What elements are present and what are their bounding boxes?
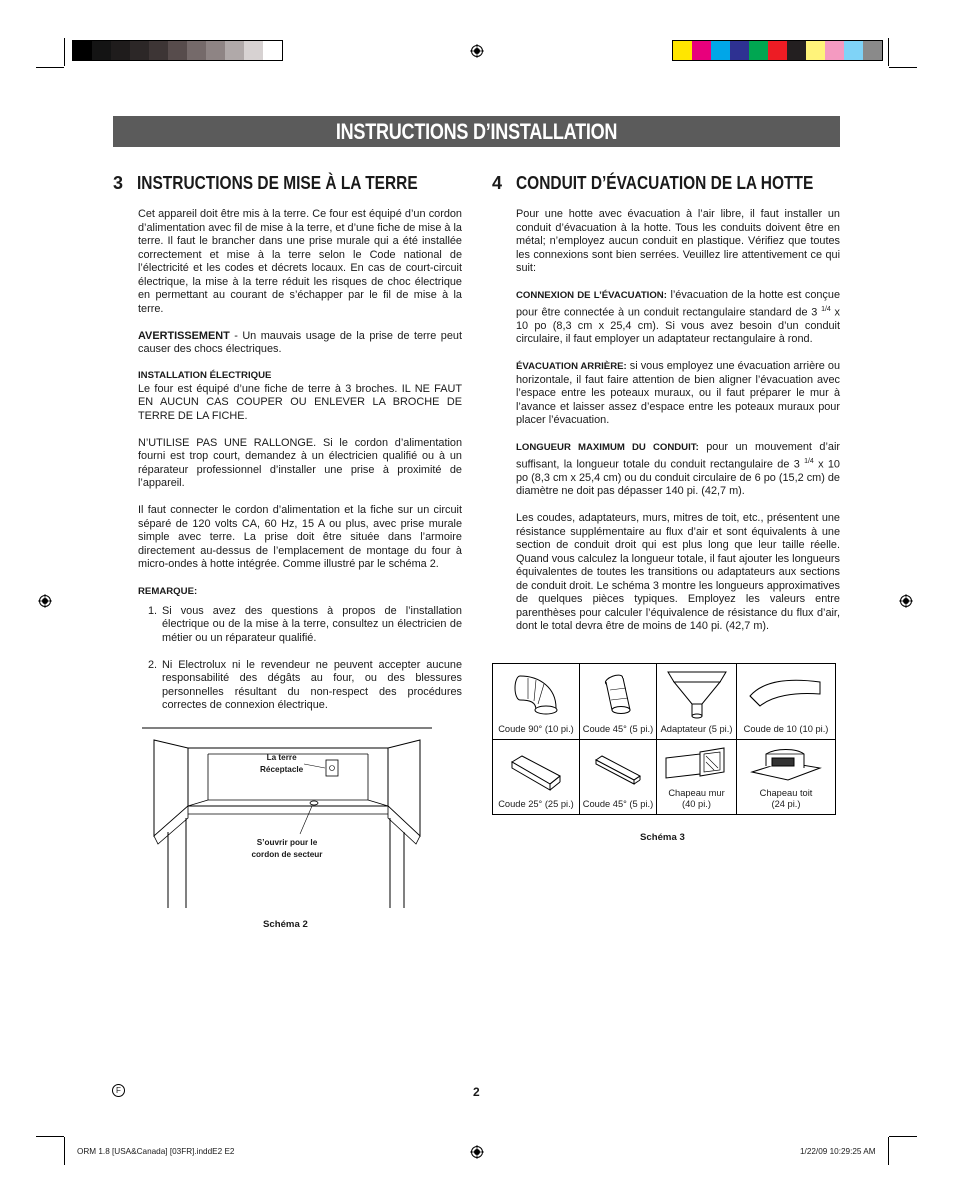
label-line: (24 pi.) [771,799,801,809]
page-number: 2 [473,1085,480,1099]
color-swatch [168,41,187,60]
warning-text: - Un mauvais usage de la prise de terre peut causer des chocs électriques. [138,329,462,355]
duct-fittings-table [492,663,836,815]
color-swatch [730,41,749,60]
duct-label [737,788,835,810]
roof-cap-icon [748,744,824,784]
section-4-heading [492,173,862,194]
text: pour un mouvement d’air suffisant, la longueur totale du conduit rectangulaire de 3 [516,441,840,471]
color-swatch [111,41,130,60]
adapter-icon [664,668,730,724]
label-line: (40 pi.) [682,799,711,809]
duct-cell [737,664,835,739]
label-line: Réceptacle [260,765,304,774]
round-elbow-45-icon [598,670,638,720]
footer-datetime: 1/22/09 10:29:25 AM [800,1147,876,1156]
list-number: 2. [148,658,158,671]
color-swatch [92,41,111,60]
text: x 10 po (8,3 cm x 25,4 cm) ou du conduit circulaire de 6 po (15,2 cm) de diamètre ne doit pas dépasser 140 pi. (42,7 m). [516,458,840,498]
inline-label: LONGUEUR MAXIMUM DU CONDUIT: [516,442,699,454]
figure-caption: Schéma 2 [263,919,308,930]
fraction: 1/4 [804,457,814,465]
language-mark: F [112,1084,125,1097]
inline-label: CONNEXION DE L’ÉVACUATION: [516,290,667,301]
duct-label: Coude 45° (5 pi.) [582,724,654,734]
notes-list [138,605,462,713]
duct-cell [737,740,835,814]
color-swatch [263,41,282,60]
registration-mark-icon [899,594,913,608]
label-line: S’ouvrir pour le [256,838,318,847]
section-number: 4 [492,173,503,193]
color-swatch [149,41,168,60]
gray-color-bar [72,40,283,61]
color-swatch [73,41,92,60]
rect-elbow-icon [746,674,826,714]
section-3-body [138,208,462,726]
duct-label: Adaptateur (5 pi.) [660,724,733,734]
text: si vous employez une évacuation arrière ou horizontale, il faut faire attention de bien aligner l’évacuation avec l’espace entre les poteaux muraux, ou il faut préparer le mur à l’avance et laisser assez d’espace entre les poteaux muraux pour placer l’évacuation. [516,360,841,427]
diagram-label [245,837,329,861]
registration-mark-icon [470,1145,484,1159]
table-row [493,664,835,739]
duct-label [657,788,736,810]
label-line: La terre [266,753,297,762]
list-item [138,605,462,646]
paragraph [516,441,840,499]
duct-cell [580,740,657,814]
color-swatch [768,41,787,60]
list-text: Si vous avez des questions à propos de l’installation électrique ou de la mise à la terre, consultez un électricien de métier ou un réparateur qualifié. [162,604,462,644]
duct-cell [657,740,737,814]
paragraph: N’UTILISE PAS UNE RALLONGE. Si le cordon d’alimentation fourni est trop court, demandez à un électricien qualifié ou à un réparateur professionnel d’installer une prise à proximité de l’appareil. [138,436,462,489]
diagram-label [260,752,303,776]
color-swatch [749,41,768,60]
duct-cell [493,664,580,739]
paragraph: Cet appareil doit être mis à la terre. Ce four est équipé d’un cordon d’alimentation avec fil de mise à la terre, et d’une fiche de mise à la terre. Il faut le brancher dans une prise murale qui a été installée correctement et mise à la terre selon le Code national de l’électricité et les codes et décrets locaux. En cas de court-circuit électrique, la mise à la terre réduit les risques de choc électrique en permettant au courant de s’échapper par le fil de mise à la terre. [138,208,462,315]
duct-label: Coude 90° (10 pi.) [498,724,574,734]
paragraph: Le four est équipé d’une fiche de terre à 3 broches. IL NE FAUT EN AUCUN CAS COUPER OU ENLEVER LA BROCHE DE TERRE DE LA FICHE. [138,382,462,422]
paragraph: Les coudes, adaptateurs, murs, mitres de toit, etc., présentent une résistance supplémentaire au flux d’air et sont équivalents à une section de conduit droit qui est plus long que leur taille réelle. Quand vous calculez la longueur totale, il faut ajouter les longueurs équivalentes de toutes les transitions ou adaptateurs aux sections de conduit droit. Le schéma 3 montre les longueurs approximatives de quelques pièces typiques. Employez les valeurs entre parenthèses pour calculer l’équivalence de résistance du flux d’air, dont le total devra être de moins de 140 pi. (42,7 m). [516,512,840,633]
crop-mark [64,1137,65,1165]
color-swatch [825,41,844,60]
inline-label: ÉVACUATION ARRIÈRE: [516,361,627,373]
section-number: 3 [113,173,124,193]
color-swatch [844,41,863,60]
paragraph [516,360,840,428]
text: l’évacuation de la hotte est conçue pour être connectée à un conduit rectangulaire standard de 3 [516,289,840,319]
duct-cell [657,664,737,739]
crop-mark [888,1137,889,1165]
duct-label: Coude de 10 (10 pi.) [743,724,829,734]
table-row [493,739,835,814]
color-swatch [806,41,825,60]
subheading: INSTALLATION ÉLECTRIQUE [138,370,272,381]
duct-label: Coude 25° (25 pi.) [498,799,574,809]
fraction: 1/4 [821,305,831,313]
crop-mark [888,38,889,66]
rect-duct-45-icon [590,750,646,790]
figure-caption: Schéma 3 [640,832,685,843]
page-title: INSTRUCTIONS D’INSTALLATION [335,119,618,144]
list-item [138,659,462,713]
section-4-body [516,208,840,647]
color-swatch [130,41,149,60]
color-swatch [787,41,806,60]
paragraph [516,289,840,347]
crop-mark [36,67,64,68]
crop-mark [64,38,65,66]
color-swatch [711,41,730,60]
registration-mark-icon [470,44,484,58]
label-line: Chapeau toit [759,788,813,798]
footer-file-name: ORM 1.8 [USA&Canada] [03FR].inddE2 E2 [77,1147,235,1156]
warning-label: AVERTISSEMENT [138,329,230,342]
list-text: Ni Electrolux ni le revendeur ne peuvent accepter aucune responsabilité des dégâts au four, ou des blessures personnelles résultant du non-respect des procédures correctes de connexion électrique. [162,658,462,711]
color-swatch [673,41,692,60]
label-line: Chapeau mur [668,788,725,798]
color-swatch [692,41,711,60]
color-bar [672,40,883,61]
label-line: cordon de secteur [251,850,323,859]
paragraph [138,330,462,357]
section-3-heading [113,173,463,194]
crop-mark [889,1136,917,1137]
list-number: 1. [148,604,158,617]
duct-cell [493,740,580,814]
paragraph: Pour une hotte avec évacuation à l’air libre, il faut installer un conduit d’évacuation à la hotte. Tous les conduits doivent être en métal; n’employez aucun conduit en plastique. Vérifiez que toutes les connexions sont bien serrées. Veuillez lire attentivement ce qui suit: [516,208,840,274]
section-title: INSTRUCTIONS DE MISE À LA TERRE [137,173,418,193]
page-title-banner [113,116,840,147]
duct-cell [580,664,657,739]
registration-mark-icon [38,594,52,608]
color-swatch [187,41,206,60]
color-swatch [206,41,225,60]
text: x 10 po (8,3 cm x 25,4 cm). Si vous avez besoin d’un conduit circulaire, il faut employer un adaptateur rectangulaire à rond. [516,306,840,346]
color-swatch [863,41,882,60]
color-swatch [244,41,263,60]
color-swatch [225,41,244,60]
rect-duct-25-icon [506,750,566,794]
round-elbow-90-icon [506,670,566,720]
crop-mark [889,67,917,68]
paragraph: Il faut connecter le cordon d’alimentation et la fiche sur un circuit séparé de 120 volts CA, 60 Hz, 15 A ou plus, avec prise murale simple avec terre. La prise doit être située dans l’armoire directement au-dessus de l’emplacement de montage du four à micro-ondes à hotte intégrée. Comme illustré par le schéma 2. [138,504,462,570]
subheading: REMARQUE: [138,586,198,597]
duct-label: Coude 45° (5 pi.) [582,799,654,809]
crop-mark [36,1136,64,1137]
section-title: CONDUIT D’ÉVACUATION DE LA HOTTE [516,173,814,193]
wall-cap-icon [662,744,732,784]
